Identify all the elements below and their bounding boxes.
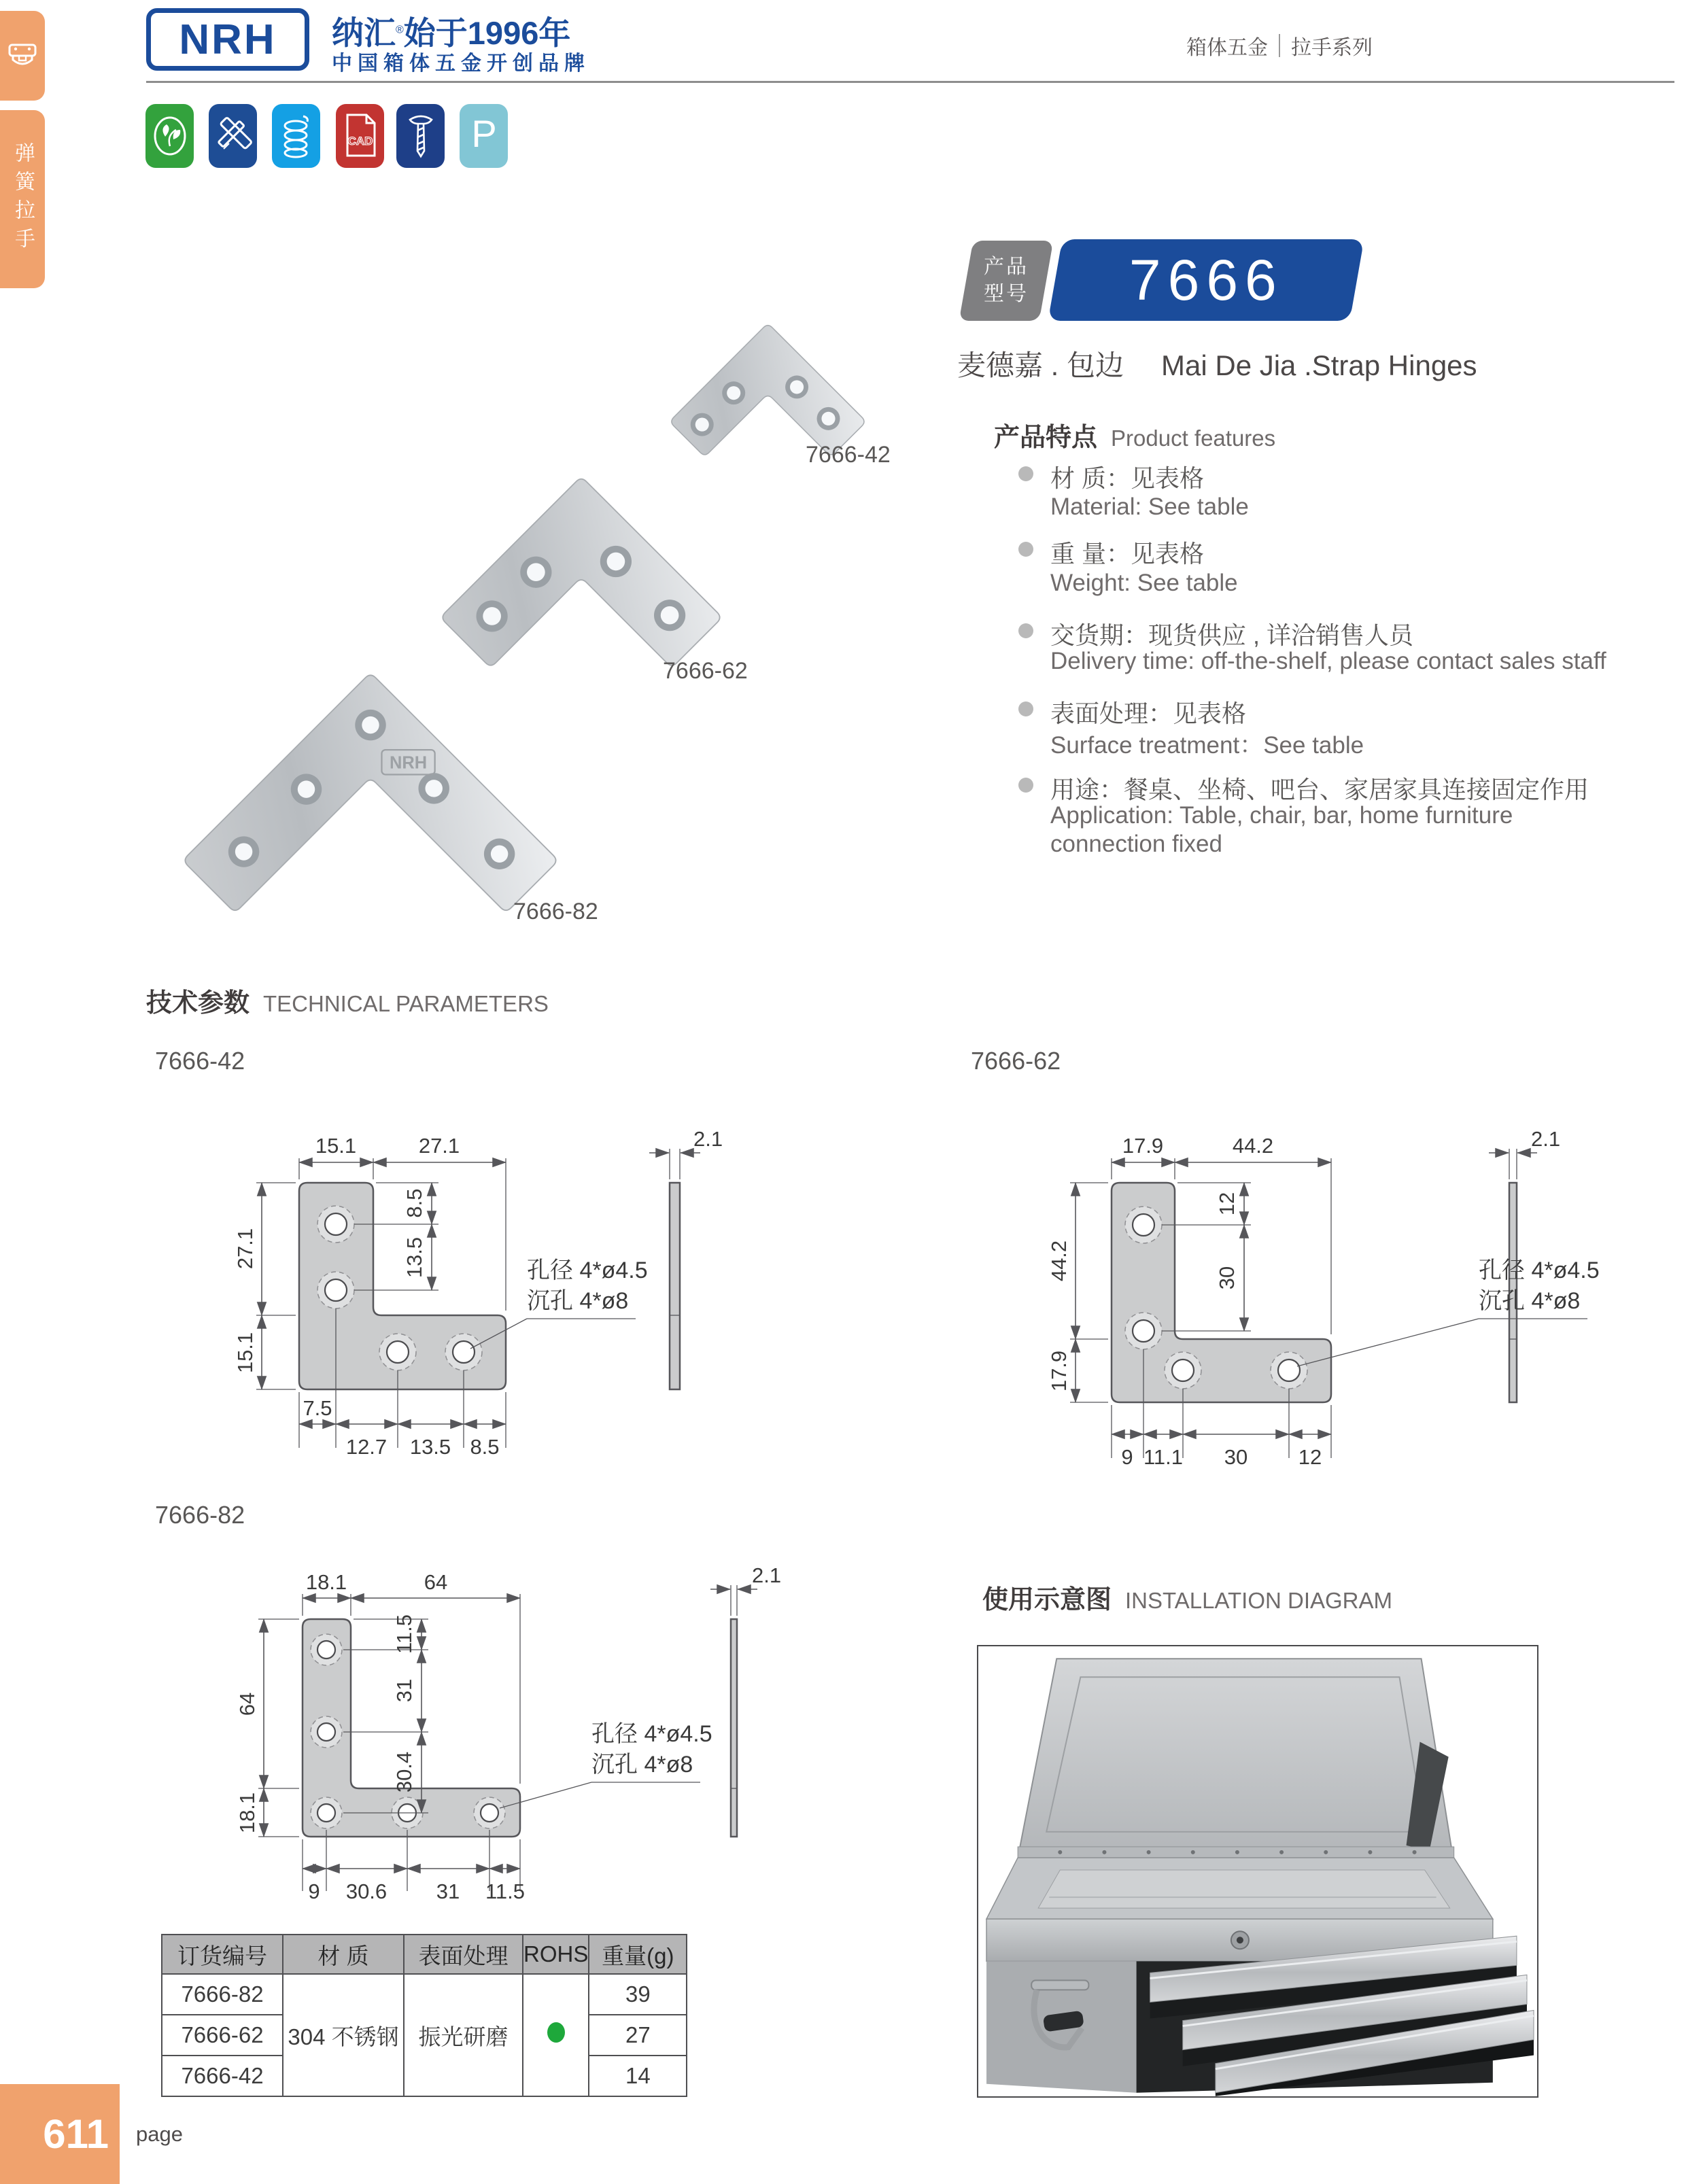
col-rohs: ROHS	[523, 1935, 589, 1974]
spring-icon	[272, 104, 320, 168]
eco-leaf-icon	[145, 104, 194, 168]
svg-text:64: 64	[424, 1570, 448, 1594]
bullet-icon	[1018, 778, 1033, 793]
cell-model-7666-82: 7666-82	[162, 1974, 283, 2015]
cell-material: 304 不锈钢	[283, 1974, 404, 2096]
brand-name: 纳汇	[332, 15, 396, 51]
feature-surface-en: Surface treatment：See table	[1050, 732, 1364, 759]
diagram-label-7666-62: 7666-62	[971, 1047, 1061, 1075]
svg-text:15.1: 15.1	[315, 1134, 357, 1158]
tech-title-cn: 技术参数	[146, 989, 250, 1018]
sidebar-series-label: 弹簧拉手	[12, 142, 34, 256]
product-subtitle	[957, 343, 1477, 384]
svg-text:17.9: 17.9	[1122, 1134, 1164, 1158]
feature-weight-en: Weight: See table	[1050, 570, 1238, 596]
diagram-7666-42	[156, 1081, 741, 1472]
breadcrumb-category: 箱体五金	[1186, 37, 1268, 59]
svg-text:17.9: 17.9	[1047, 1350, 1071, 1392]
col-surface: 表面处理	[404, 1935, 523, 1974]
svg-text:30.4: 30.4	[392, 1751, 416, 1793]
svg-text:11.5: 11.5	[485, 1879, 526, 1903]
product-label-7666-62: 7666-62	[663, 658, 748, 684]
feature-application-en1: Application: Table, chair, bar, home furniture	[1050, 802, 1513, 829]
nrh-logo-text: NRH	[179, 16, 277, 63]
install-title-cn: 使用示意图	[982, 1586, 1112, 1614]
product-label-7666-42: 7666-42	[806, 442, 891, 468]
p-icon-label: P	[470, 112, 497, 155]
svg-text:31: 31	[392, 1678, 416, 1703]
svg-text:44.2: 44.2	[1047, 1240, 1071, 1282]
feature-surface-cn: 表面处理：见表格	[1050, 699, 1247, 727]
svg-text:15.1: 15.1	[233, 1332, 257, 1374]
diagram-7666-62	[972, 1081, 1618, 1482]
svg-text:7.5: 7.5	[303, 1396, 332, 1420]
diagram-7666-82	[156, 1538, 809, 1911]
order-table	[161, 1934, 687, 2097]
svg-text:9: 9	[308, 1879, 320, 1903]
design-tools-icon	[209, 104, 257, 168]
svg-text:沉孔 4*ø8: 沉孔 4*ø8	[591, 1752, 693, 1778]
rohs-pass-dot	[547, 2022, 565, 2043]
svg-text:12: 12	[1298, 1445, 1322, 1469]
install-title-en: INSTALLATION DIAGRAM	[1125, 1588, 1393, 1613]
breadcrumb-series: 拉手系列	[1291, 37, 1373, 59]
cell-rohs	[523, 1974, 589, 2096]
model-badge	[1048, 239, 1364, 321]
svg-text:11.5: 11.5	[392, 1614, 416, 1654]
toolbox-illustration	[978, 1646, 1537, 2096]
feature-weight-cn: 重 量：见表格	[1050, 540, 1205, 568]
tech-title-en: TECHNICAL PARAMETERS	[263, 991, 549, 1016]
tech-title	[146, 982, 549, 1019]
model-number: 7666	[1129, 247, 1284, 312]
p-cert-icon	[460, 104, 508, 168]
cell-surface: 振光研磨	[404, 1974, 523, 2096]
svg-text:8.5: 8.5	[470, 1435, 500, 1459]
svg-text:27.1: 27.1	[418, 1134, 460, 1158]
col-order-number: 订货编号	[162, 1935, 283, 1974]
svg-text:13.5: 13.5	[409, 1435, 451, 1459]
cad-file-icon	[336, 104, 384, 168]
svg-text:31: 31	[436, 1879, 460, 1903]
svg-text:NRH: NRH	[389, 753, 428, 773]
cell-weight-39: 39	[589, 1974, 687, 2015]
svg-text:12: 12	[1215, 1192, 1239, 1216]
svg-text:11.1: 11.1	[1143, 1445, 1184, 1469]
svg-text:孔径 4*ø4.5: 孔径 4*ø4.5	[527, 1258, 648, 1283]
subtitle-chinese: 麦德嘉 . 包边	[957, 349, 1124, 381]
col-material: 材 质	[283, 1935, 404, 1974]
svg-text:2.1: 2.1	[1531, 1127, 1561, 1151]
svg-text:8.5: 8.5	[402, 1188, 426, 1218]
bullet-icon	[1018, 623, 1033, 638]
table-row	[162, 1974, 687, 2015]
cad-icon-label: CAD	[347, 135, 373, 148]
features-title-cn: 产品特点	[994, 423, 1098, 452]
svg-text:18.1: 18.1	[305, 1570, 347, 1594]
product-label-7666-82: 7666-82	[513, 899, 598, 924]
col-weight: 重量(g)	[589, 1935, 687, 1974]
svg-text:2.1: 2.1	[693, 1127, 723, 1151]
screw-icon	[396, 104, 445, 168]
feature-application-en2: connection fixed	[1050, 831, 1222, 857]
product-photo-7666-62	[418, 472, 744, 678]
nrh-emboss	[381, 750, 434, 774]
bullet-icon	[1018, 466, 1033, 481]
feature-material-en: Material: See table	[1050, 493, 1249, 520]
svg-text:30: 30	[1224, 1445, 1248, 1469]
install-title	[982, 1578, 1392, 1616]
latch-icon	[7, 42, 37, 69]
svg-text:孔径 4*ø4.5: 孔径 4*ø4.5	[591, 1721, 712, 1747]
breadcrumb	[1186, 31, 1373, 60]
installation-photo	[977, 1645, 1538, 2098]
registered-mark: ®	[396, 24, 404, 36]
product-photo-7666-82	[167, 663, 574, 922]
model-badge-prefix	[959, 241, 1054, 321]
svg-text:44.2: 44.2	[1232, 1134, 1274, 1158]
svg-text:孔径 4*ø4.5: 孔径 4*ø4.5	[1479, 1258, 1600, 1283]
nrh-logo	[146, 8, 309, 71]
cell-weight-27: 27	[589, 2015, 687, 2056]
svg-text:30.6: 30.6	[345, 1879, 388, 1903]
svg-text:12.7: 12.7	[345, 1435, 388, 1459]
svg-text:2.1: 2.1	[752, 1563, 782, 1587]
bullet-icon	[1018, 701, 1033, 716]
svg-text:27.1: 27.1	[233, 1228, 257, 1270]
feature-application-cn: 用途：餐桌、坐椅、吧台、家居家具连接固定作用	[1050, 776, 1589, 803]
diagram-label-7666-82: 7666-82	[155, 1501, 245, 1529]
features-title-en: Product features	[1111, 426, 1276, 451]
svg-text:64: 64	[235, 1692, 259, 1716]
feature-delivery-en: Delivery time: off-the-shelf, please contact sales staff	[1050, 648, 1606, 674]
brand-slogan-bottom: 中国箱体五金开创品牌	[332, 52, 590, 75]
page-number: 611	[43, 2111, 109, 2157]
features-title	[994, 416, 1275, 453]
cell-model-7666-42: 7666-42	[162, 2056, 283, 2096]
brand-since: 始于1996年	[403, 15, 571, 51]
svg-text:18.1: 18.1	[235, 1792, 259, 1834]
subtitle-english: Mai De Jia .Strap Hinges	[1161, 349, 1477, 381]
svg-text:9: 9	[1121, 1445, 1133, 1469]
feature-delivery-cn: 交货期：现货供应 , 详洽销售人员	[1050, 621, 1414, 649]
sidebar-tab-series	[0, 110, 45, 288]
svg-text:沉孔 4*ø8: 沉孔 4*ø8	[527, 1288, 629, 1314]
diagram-label-7666-42: 7666-42	[155, 1047, 245, 1075]
badge-prefix-line2: 型号	[984, 283, 1029, 305]
badge-prefix-line1: 产品	[984, 256, 1029, 278]
feature-material-cn: 材 质：见表格	[1050, 464, 1205, 492]
header-divider	[146, 81, 1674, 83]
page-label: page	[136, 2122, 183, 2146]
cell-model-7666-62: 7666-62	[162, 2015, 283, 2056]
breadcrumb-divider	[1279, 34, 1280, 57]
sidebar-tab-latch	[0, 11, 45, 101]
bullet-icon	[1018, 542, 1033, 557]
table-header-row	[162, 1935, 687, 1974]
cell-weight-14: 14	[589, 2056, 687, 2096]
svg-text:13.5: 13.5	[402, 1236, 426, 1279]
page-number-block	[0, 2084, 120, 2184]
svg-text:沉孔 4*ø8: 沉孔 4*ø8	[1479, 1288, 1581, 1314]
svg-text:30: 30	[1215, 1266, 1239, 1290]
